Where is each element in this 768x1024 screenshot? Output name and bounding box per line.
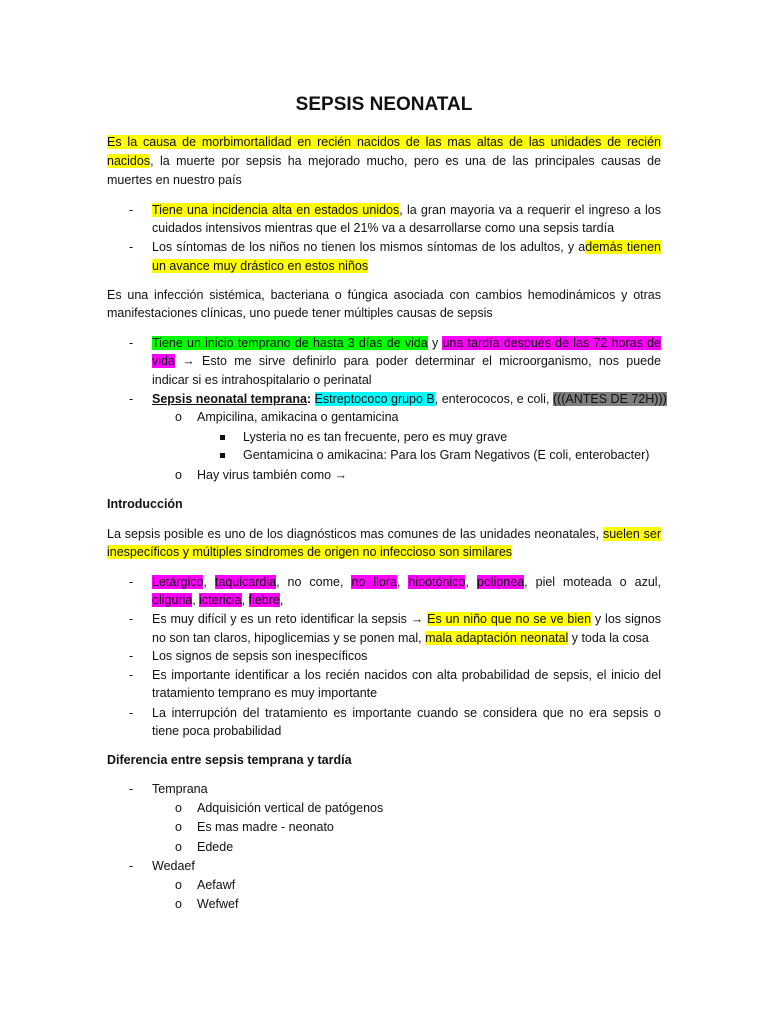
symptom-highlight: taquicardia: [214, 575, 277, 589]
list-text: Esto me sirve definirlo para poder determinar el microorganismo, nos puede: [194, 354, 661, 368]
list4-temprana: Temprana: [152, 782, 208, 796]
arrow-icon: →: [182, 354, 195, 368]
list4-temprana-sub3: Edede: [197, 840, 234, 854]
arrow-icon: →: [334, 468, 348, 482]
list2-subitem1: Ampicilina, amikacina o gentamicina: [197, 410, 399, 424]
circle-bullet: o: [175, 801, 182, 815]
list3-item3: Los signos de sepsis son inespecíficos: [152, 649, 368, 663]
highlight-yellow: un avance muy drástico en estos niños: [152, 259, 369, 273]
separator: ,: [396, 575, 409, 589]
highlight-yellow: inespecíficos y múltiples síndromes de origen no infeccioso son similares: [107, 545, 513, 559]
highlight-yellow: Es un niño que no se ve bien: [427, 612, 592, 626]
list3-item2-line1: [152, 610, 661, 629]
highlight-green: Tiene un inicio temprano de hasta 3 días de vida: [152, 336, 428, 350]
dash-bullet: -: [129, 706, 134, 720]
dash-bullet: -: [129, 782, 134, 796]
symptom-highlight: fiebre: [248, 593, 280, 607]
highlight-yellow: mala adaptación neonatal: [425, 631, 569, 645]
paragraph-1-line-3: muertes en nuestro país: [107, 173, 242, 187]
list1-item2-line2: [152, 257, 368, 276]
highlight-yellow: demás tienen: [585, 240, 661, 254]
paragraph-3-line-1: [107, 525, 661, 544]
dash-bullet: -: [129, 392, 134, 406]
circle-bullet: o: [175, 468, 182, 482]
list3-item2-line2: [152, 629, 649, 648]
list2-subsubitem2: Gentamicina o amikacina: Para los Gram Negativos (E coli, enterobacter): [243, 448, 650, 462]
highlight-magenta: una tardía después de las 72 horas de: [442, 336, 661, 350]
section-heading-introduccion: Introducción: [107, 497, 183, 511]
dash-bullet: -: [129, 203, 134, 217]
dash-bullet: -: [129, 575, 134, 589]
dash-bullet: -: [129, 336, 134, 350]
list-text: , piel moteada o azul,: [524, 575, 662, 589]
symptom-highlight: hipotónico: [408, 575, 466, 589]
symptom-highlight: oliguria: [152, 593, 193, 607]
paragraph-1-line-2: [107, 152, 661, 171]
paragraph-3-line-2: [107, 543, 512, 562]
list-text: , no come,: [276, 575, 352, 589]
paragraph-1-line-1: [107, 133, 661, 152]
colon: :: [306, 392, 315, 406]
separator: ,: [203, 575, 215, 589]
list2-subsubitem1: Lysteria no es tan frecuente, pero es muy grave: [243, 430, 508, 444]
paragraph-text: La sepsis posible es uno de los diagnósticos mas comunes de las unidades neonatales,: [107, 527, 603, 541]
circle-bullet: o: [175, 840, 182, 854]
arrow-icon: →: [410, 612, 424, 626]
list3-item5-line1: La interrupción del tratamiento es importante cuando se considera que no era sepsis o: [152, 706, 661, 720]
symptom-highlight: polipnea: [476, 575, 525, 589]
list4-wedaef-sub1: Aefawf: [197, 878, 236, 892]
square-bullet: [220, 428, 225, 447]
dash-bullet: -: [129, 859, 134, 873]
list3-item4-line2: tratamiento temprano es muy importante: [152, 686, 378, 700]
dash-bullet: -: [129, 240, 134, 254]
list2-item2-line1: [152, 390, 667, 409]
highlight-cyan: Estreptococo grupo B: [314, 392, 435, 406]
dash-bullet: -: [129, 612, 134, 626]
list-text: y: [427, 336, 443, 350]
list1-item1-line1: [152, 201, 661, 220]
list3-item1-line1: [152, 573, 661, 592]
square-bullet: [220, 446, 225, 465]
list-text: Los síntomas de los niños no tienen los mismos síntomas de los adultos, y a: [152, 240, 586, 254]
list3-item1-line2: oliguria, ictericia, fiebre,: [152, 593, 284, 607]
list2-item1-line1: [152, 334, 661, 353]
list3-item5-line2: tiene poca probabilidad: [152, 724, 282, 738]
list-text: Es muy difícil y es un reto identificar la sepsis: [152, 612, 411, 626]
symptom-highlight: Letárgico: [152, 575, 204, 589]
list-text: , enterococos, e coli,: [434, 392, 553, 406]
highlight-yellow: suelen ser: [602, 527, 661, 541]
list1-item1-line2: cuidados intensivos mientras que el 21% va a desarrollarse como una sepsis tardía: [152, 221, 615, 235]
section-heading-diferencia: Diferencia entre sepsis temprana y tardía: [107, 753, 352, 767]
list2-item1-line3: indicar si es intrahospitalario o perinatal: [152, 373, 372, 387]
list-text: , la gran mayoria va a requerir el ingreso a los: [399, 203, 662, 217]
symptom-highlight: ictericia: [199, 593, 242, 607]
paragraph-2-line-1: Es una infección sistémica, bacteriana o fúngica asociada con cambios hemodinámicos y otras: [107, 288, 661, 302]
circle-bullet: o: [175, 820, 182, 834]
list2-item1-line2: [152, 352, 661, 371]
list4-temprana-sub2: Es mas madre - neonato: [197, 820, 334, 834]
paragraph-text: , la muerte por sepsis ha mejorado mucho, pero es una de las principales causas de: [150, 154, 661, 168]
separator: ,: [192, 593, 200, 607]
highlight-yellow: nacidos: [107, 154, 151, 168]
list-text: no son tan claros, hipoglicemias y se ponen mal,: [152, 631, 426, 645]
circle-bullet: o: [175, 878, 182, 892]
highlight-yellow: Tiene una incidencia alta en estados unidos: [152, 203, 400, 217]
circle-bullet: o: [175, 897, 182, 911]
highlight-yellow: Es la causa de morbimortalidad en recién nacidos de las mas altas de las unidades de recién: [107, 135, 661, 149]
circle-bullet: o: [175, 410, 182, 424]
list-text: y toda la cosa: [568, 631, 649, 645]
paragraph-2-line-2: manifestaciones clínicas, uno puede tener múltiples causas de sepsis: [107, 306, 493, 320]
highlight-magenta: vida: [152, 354, 175, 368]
list-text: y los signos: [591, 612, 662, 626]
list4-wedaef: Wedaef: [152, 859, 195, 873]
symptom-highlight: no llora: [351, 575, 397, 589]
list4-wedaef-sub2: Wefwef: [197, 897, 239, 911]
dash-bullet: -: [129, 668, 134, 682]
document-title: SEPSIS NEONATAL: [295, 94, 473, 115]
list3-item4-line1: Es importante identificar a los recién nacidos con alta probabilidad de sepsis, el inicio del: [152, 668, 661, 682]
underlined-heading: Sepsis neonatal temprana: [152, 392, 307, 406]
separator: ,: [465, 575, 477, 589]
highlight-gray: (((ANTES DE 72H))): [552, 392, 667, 406]
dash-bullet: -: [129, 649, 134, 663]
list1-item2-line1: [152, 238, 661, 257]
list2-subitem2: [197, 466, 347, 485]
separator: ,: [241, 593, 249, 607]
list-text: Hay virus también como: [197, 468, 332, 482]
list4-temprana-sub1: Adquisición vertical de patógenos: [197, 801, 384, 815]
